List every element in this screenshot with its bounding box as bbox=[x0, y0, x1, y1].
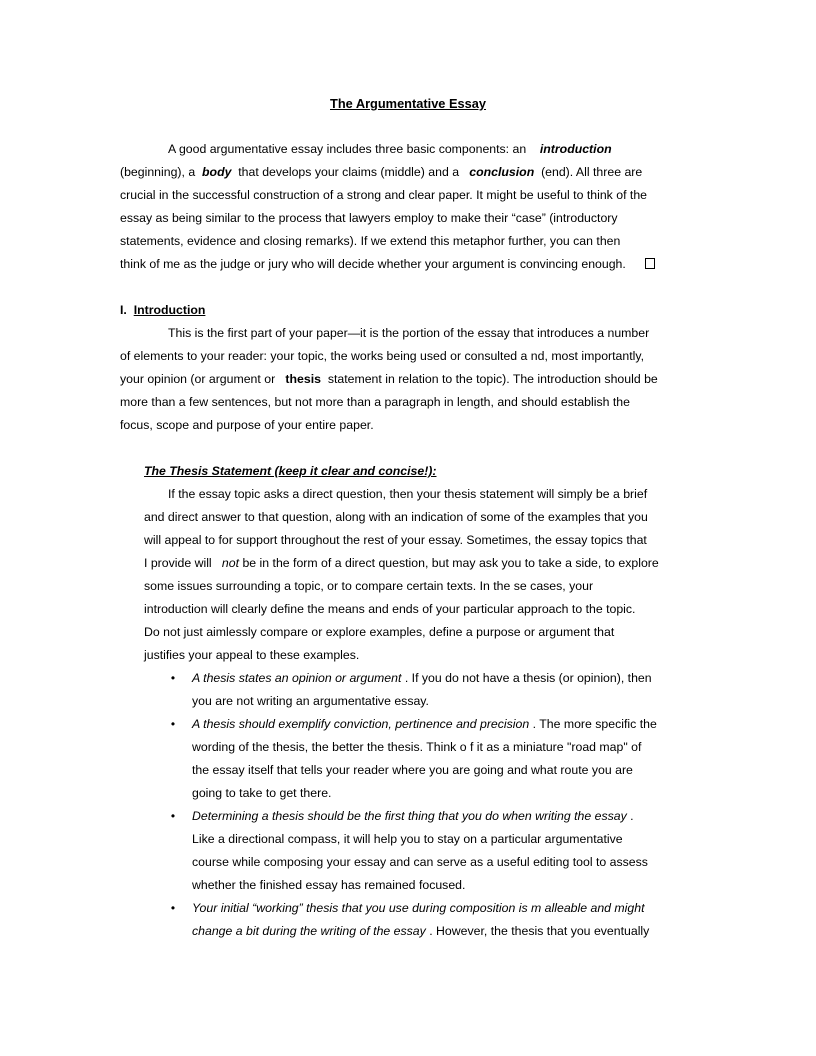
emphasis-not: not bbox=[221, 556, 240, 570]
section-introduction bbox=[120, 299, 700, 437]
text-line: your opinion (or argument or thesis statement in relation to the topic). The introduction should be bbox=[120, 372, 658, 386]
text-line: crucial in the successful construction of a strong and clear paper. It might be useful to think of the bbox=[120, 188, 648, 202]
emphasis-introduction: introduction bbox=[539, 142, 612, 156]
bullet-icon: • bbox=[170, 901, 176, 915]
section-heading: I. Introduction bbox=[120, 303, 206, 317]
text-line: essay as being similar to the process that lawyers employ to make their “case” (introductory bbox=[120, 211, 618, 225]
thesis-subsection bbox=[144, 460, 704, 667]
text-line: some issues surrounding a topic, or to compare certain texts. In the se cases, your bbox=[144, 579, 594, 593]
text-line: more than a few sentences, but not more than a paragraph in length, and should establish the bbox=[120, 395, 630, 409]
text-line: This is the first part of your paper—it is the portion of the essay that introduces a number bbox=[168, 326, 650, 340]
emphasis-conclusion: conclusion bbox=[469, 165, 535, 179]
intro-paragraph bbox=[120, 138, 700, 276]
thesis-bullet-list bbox=[144, 667, 704, 943]
text-line: justifies your appeal to these examples. bbox=[144, 648, 360, 662]
bullet-icon: • bbox=[170, 717, 176, 731]
list-item: • Your initial “working” thesis that you use during composition is m alleable and might change a bit during the writing of the essay . However, the thesis that you eventually bbox=[144, 897, 704, 943]
bullet-icon: • bbox=[170, 671, 176, 685]
text-line: and direct answer to that question, along with an indication of some of the examples that you bbox=[144, 510, 648, 524]
subsection-heading: The Thesis Statement (keep it clear and concise!): bbox=[144, 464, 437, 478]
text-line: I provide will not be in the form of a direct question, but may ask you to take a side, to explore bbox=[144, 556, 659, 570]
text-line: introduction will clearly define the means and ends of your particular approach to the topic. bbox=[144, 602, 636, 616]
emphasis-body: body bbox=[202, 165, 232, 179]
text-line: A good argumentative essay includes three basic components: an introduction bbox=[168, 142, 612, 156]
list-item: • A thesis states an opinion or argument . If you do not have a thesis (or opinion), then you are not writing an argumentative essay. bbox=[144, 667, 704, 713]
text-line: statements, evidence and closing remarks). If we extend this metaphor further, you can then bbox=[120, 234, 621, 248]
text-line: will appeal to for support throughout the rest of your essay. Sometimes, the essay topics that bbox=[144, 533, 647, 547]
checkbox-glyph-icon bbox=[645, 258, 655, 269]
text-line: If the essay topic asks a direct question, then your thesis statement will simply be a brief bbox=[168, 487, 648, 501]
text-line: of elements to your reader: your topic, the works being used or consulted a nd, most importantly, bbox=[120, 349, 645, 363]
text-line: (beginning), a body that develops your claims (middle) and a conclusion (end). All three are bbox=[120, 165, 643, 179]
list-item: • Determining a thesis should be the first thing that you do when writing the essay . Like a directional compass, it will help you to stay on a particular argumentative course while composing your essay and can serve as a useful editing tool to assess whether the finished essay has remained focused. bbox=[144, 805, 704, 897]
bullet-icon: • bbox=[170, 809, 176, 823]
text-line: focus, scope and purpose of your entire paper. bbox=[120, 418, 374, 432]
emphasis-thesis: thesis bbox=[285, 372, 321, 386]
text-line: Do not just aimlessly compare or explore examples, define a purpose or argument that bbox=[144, 625, 615, 639]
page-title: The Argumentative Essay bbox=[330, 96, 486, 111]
text-line: think of me as the judge or jury who will decide whether your argument is convincing enough. bbox=[120, 253, 700, 276]
list-item: • A thesis should exemplify conviction, pertinence and precision . The more specific the wording of the thesis, the better the thesis. Think o f it as a miniature "road map" of the essay itself that tells your reader where you are going and what route you are going to take to get there. bbox=[144, 713, 704, 805]
